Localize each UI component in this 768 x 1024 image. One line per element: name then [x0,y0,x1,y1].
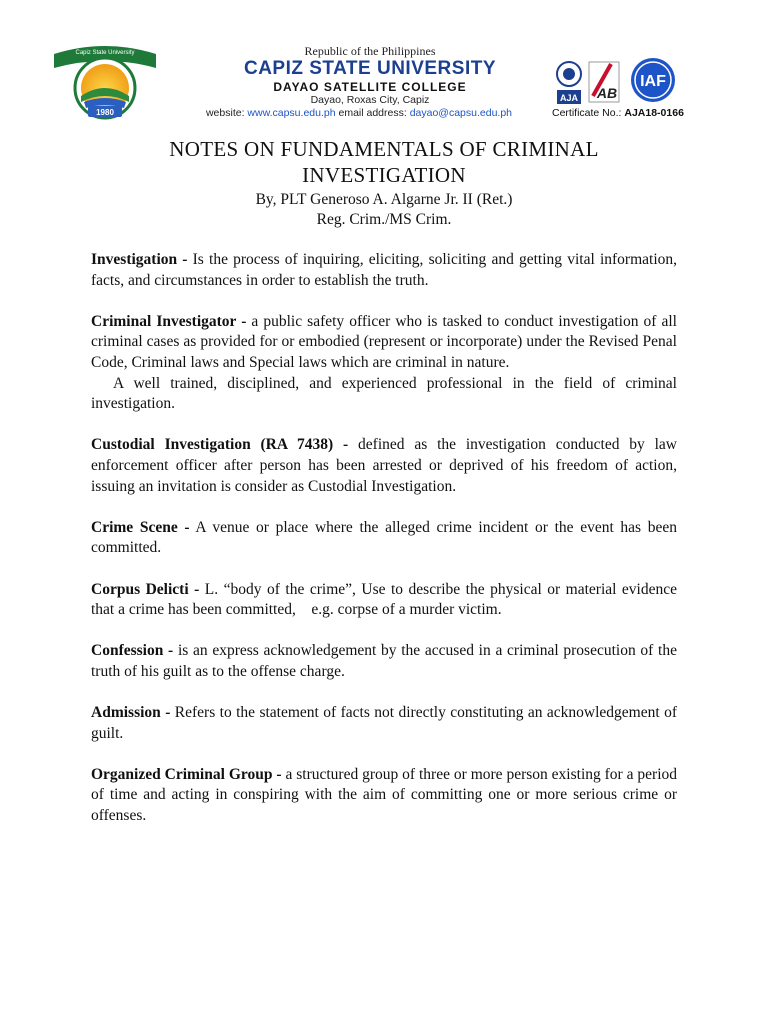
author-name: By, PLT Generoso A. Algarne Jr. II (Ret.) [255,191,513,208]
title-line-1: NOTES ON FUNDAMENTALS OF CRIMINAL [169,137,599,161]
website-link[interactable]: www.capsu.edu.ph [247,107,336,119]
definition-admission [91,703,677,744]
email-label: email address: [338,107,407,119]
definition-criminal-investigator [91,312,677,374]
definition-term: Custodial Investigation (RA 7438) - [91,436,349,454]
definition-text: a public safety officer who is tasked to conduct investigation of all criminal cases as provided for or embodied (represent or incorporate) under the Revised Penal Code, Criminal laws and Special laws which are criminal in nature. [91,312,677,371]
seal-year: 1980 [96,108,114,117]
aja-logo-text: AJA [559,93,579,103]
definitions-list [91,250,681,847]
ab-logo [589,62,619,102]
cert-label: Certificate No.: [552,107,622,119]
iaf-logo [631,58,675,102]
definition-term: Corpus Delicti - [91,580,200,598]
definition-text: L. “body of the crime”, Use to describe the physical or material evidence that a crime has been committed, e.g. corpse of a murder victim. [91,580,681,619]
republic-line: Republic of the Philippines [304,44,436,58]
contact-line [148,107,570,120]
definition-term: Admission - [91,704,171,722]
website-label: website: [205,107,245,119]
definition-text: defined as the investigation conducted by law enforcement officer after person has been arrested or deprived of his freedom of action, issuing an invitation is consider as Custodial Investigation. [91,436,677,495]
definition-text: a structured group of three or more person existing for a period of time and acting in conspiring with the aim of committing one or more serious crime or offenses. [91,765,678,825]
college-name: DAYAO SATELLITE COLLEGE [273,80,467,94]
ab-logo-text: AB [596,85,618,101]
certificate-number [552,107,684,119]
definition-confession [91,641,677,682]
definition-custodial-investigation [91,435,677,497]
cert-number-value: AJA18-0166 [624,107,684,119]
definition-organized-criminal-group [91,765,677,827]
definition-term: Confession - [91,642,174,660]
document-title [0,136,768,188]
title-line-2: INVESTIGATION [302,163,466,187]
definition-text: Refers to the statement of facts not directly constituting an acknowledgement of guilt. [91,704,678,742]
email-link[interactable]: dayao@capsu.edu.ph [409,107,513,119]
iaf-logo-text: IAF [640,73,666,90]
definition-term: Organized Criminal Group - [91,765,282,783]
definition-term: Investigation - [91,251,188,268]
letterhead-text [170,44,570,120]
definition-corpus-delicti [91,580,681,621]
definition-term: Crime Scene - [91,518,190,536]
definition-term: Criminal Investigator - [91,312,247,330]
definition-text: is an express acknowledgement by the accused in a criminal prosecution of the truth of his guilt as to the offense charge. [91,642,677,680]
aja-logo [557,62,581,104]
investigator-note: A well trained, disciplined, and experienced professional in the field of criminal investigation. [91,374,677,413]
definition-investigation [91,250,677,291]
author-byline [0,190,768,230]
certification-logos [555,56,685,108]
university-seal-logo [48,40,162,120]
university-name: CAPIZ STATE UNIVERSITY [243,58,497,79]
address-line: Dayao, Roxas City, Capiz [310,94,430,106]
seal-text: Capiz State University [75,50,135,56]
author-credentials: Reg. Crim./MS Crim. [316,211,452,228]
definition-text: Is the process of inquiring, eliciting, soliciting and getting vital information, facts, and circumstances in order to establish the truth. [91,251,677,289]
definition-crime-scene [91,518,677,559]
letterhead [0,0,768,130]
definition-text: A venue or place where the alleged crime incident or the event has been committed. [91,518,678,557]
